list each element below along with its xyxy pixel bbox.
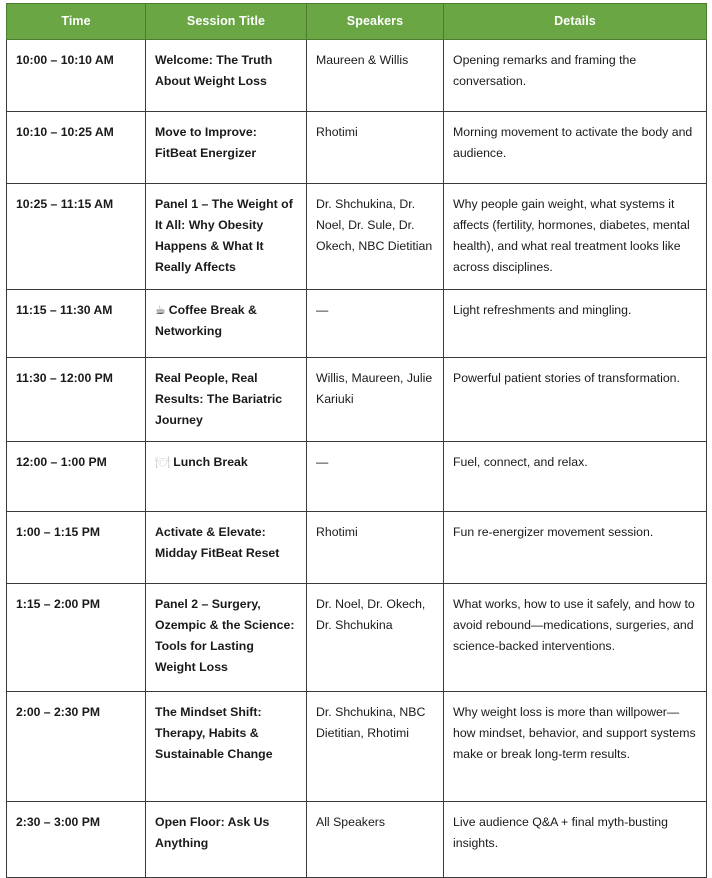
cell-session-title bbox=[146, 691, 307, 801]
cell-speakers: Dr. Noel, Dr. Okech, Dr. Shchukina bbox=[307, 583, 444, 691]
cell-time: 1:00 – 1:15 PM bbox=[7, 511, 146, 583]
column-header-speakers: Speakers bbox=[307, 4, 444, 40]
table-row bbox=[7, 357, 707, 441]
cell-time: 2:00 – 2:30 PM bbox=[7, 691, 146, 801]
agenda-table bbox=[6, 3, 707, 878]
cell-details: Morning movement to activate the body and audience. bbox=[444, 112, 707, 184]
cell-session-title bbox=[146, 441, 307, 511]
table-body bbox=[7, 40, 707, 878]
table-row bbox=[7, 511, 707, 583]
cell-time: 10:10 – 10:25 AM bbox=[7, 112, 146, 184]
plate-cutlery-icon: 🍽 bbox=[155, 454, 171, 469]
cell-speakers: — bbox=[307, 289, 444, 357]
cell-session-title bbox=[146, 357, 307, 441]
cell-speakers: — bbox=[307, 441, 444, 511]
column-header-session: Session Title bbox=[146, 4, 307, 40]
table-row bbox=[7, 801, 707, 877]
table-row bbox=[7, 40, 707, 112]
cell-details: Fuel, connect, and relax. bbox=[444, 441, 707, 511]
table-row bbox=[7, 112, 707, 184]
cell-session-title bbox=[146, 583, 307, 691]
table-row bbox=[7, 583, 707, 691]
table-row bbox=[7, 184, 707, 290]
table-row bbox=[7, 441, 707, 511]
session-title-text: Panel 2 – Surgery, Ozempic & the Science: Tools for Lasting Weight Loss bbox=[155, 596, 295, 675]
session-title-text: Welcome: The Truth About Weight Loss bbox=[155, 53, 273, 89]
table-header bbox=[7, 4, 707, 40]
cell-speakers: All Speakers bbox=[307, 801, 444, 877]
coffee-cup-icon: ☕ bbox=[155, 302, 166, 317]
cell-time: 10:00 – 10:10 AM bbox=[7, 40, 146, 112]
cell-time: 1:15 – 2:00 PM bbox=[7, 583, 146, 691]
cell-speakers: Willis, Maureen, Julie Kariuki bbox=[307, 357, 444, 441]
cell-time: 11:30 – 12:00 PM bbox=[7, 357, 146, 441]
cell-time: 11:15 – 11:30 AM bbox=[7, 289, 146, 357]
session-title-text: Lunch Break bbox=[173, 454, 248, 469]
cell-session-title bbox=[146, 511, 307, 583]
table-row bbox=[7, 289, 707, 357]
cell-details: What works, how to use it safely, and how to avoid rebound—medications, surgeries, and science-backed interventions. bbox=[444, 583, 707, 691]
cell-time: 10:25 – 11:15 AM bbox=[7, 184, 146, 290]
cell-session-title bbox=[146, 289, 307, 357]
cell-speakers: Dr. Shchukina, NBC Dietitian, Rhotimi bbox=[307, 691, 444, 801]
cell-details: Light refreshments and mingling. bbox=[444, 289, 707, 357]
cell-details: Opening remarks and framing the conversation. bbox=[444, 40, 707, 112]
session-title-text: Panel 1 – The Weight of It All: Why Obesity Happens & What It Really Affects bbox=[155, 197, 293, 275]
cell-speakers: Rhotimi bbox=[307, 112, 444, 184]
session-title-text: Move to Improve: FitBeat Energizer bbox=[155, 125, 257, 161]
cell-speakers: Rhotimi bbox=[307, 511, 444, 583]
session-title-text: The Mindset Shift: Therapy, Habits & Sustainable Change bbox=[155, 704, 273, 762]
table-row bbox=[7, 691, 707, 801]
cell-session-title bbox=[146, 801, 307, 877]
session-title-text: Open Floor: Ask Us Anything bbox=[155, 814, 270, 851]
cell-speakers: Dr. Shchukina, Dr. Noel, Dr. Sule, Dr. Okech, NBC Dietitian bbox=[307, 184, 444, 290]
cell-details: Live audience Q&A + final myth-busting insights. bbox=[444, 801, 707, 877]
cell-details: Why people gain weight, what systems it affects (fertility, hormones, diabetes, mental health), and what real treatment looks like across disciplines. bbox=[444, 184, 707, 290]
cell-session-title bbox=[146, 184, 307, 290]
session-title-text: Coffee Break & Networking bbox=[155, 302, 257, 338]
cell-session-title bbox=[146, 40, 307, 112]
session-title-text: Real People, Real Results: The Bariatric Journey bbox=[155, 370, 283, 427]
cell-time: 2:30 – 3:00 PM bbox=[7, 801, 146, 877]
column-header-details: Details bbox=[444, 4, 707, 40]
cell-time: 12:00 – 1:00 PM bbox=[7, 441, 146, 511]
cell-details: Fun re-energizer movement session. bbox=[444, 511, 707, 583]
session-title-text: Activate & Elevate: Midday FitBeat Reset bbox=[155, 524, 280, 561]
cell-details: Powerful patient stories of transformation. bbox=[444, 357, 707, 441]
cell-speakers: Maureen & Willis bbox=[307, 40, 444, 112]
cell-details: Why weight loss is more than willpower—how mindset, behavior, and support systems make or break long-term results. bbox=[444, 691, 707, 801]
cell-session-title bbox=[146, 112, 307, 184]
column-header-time: Time bbox=[7, 4, 146, 40]
header-row bbox=[7, 4, 707, 40]
